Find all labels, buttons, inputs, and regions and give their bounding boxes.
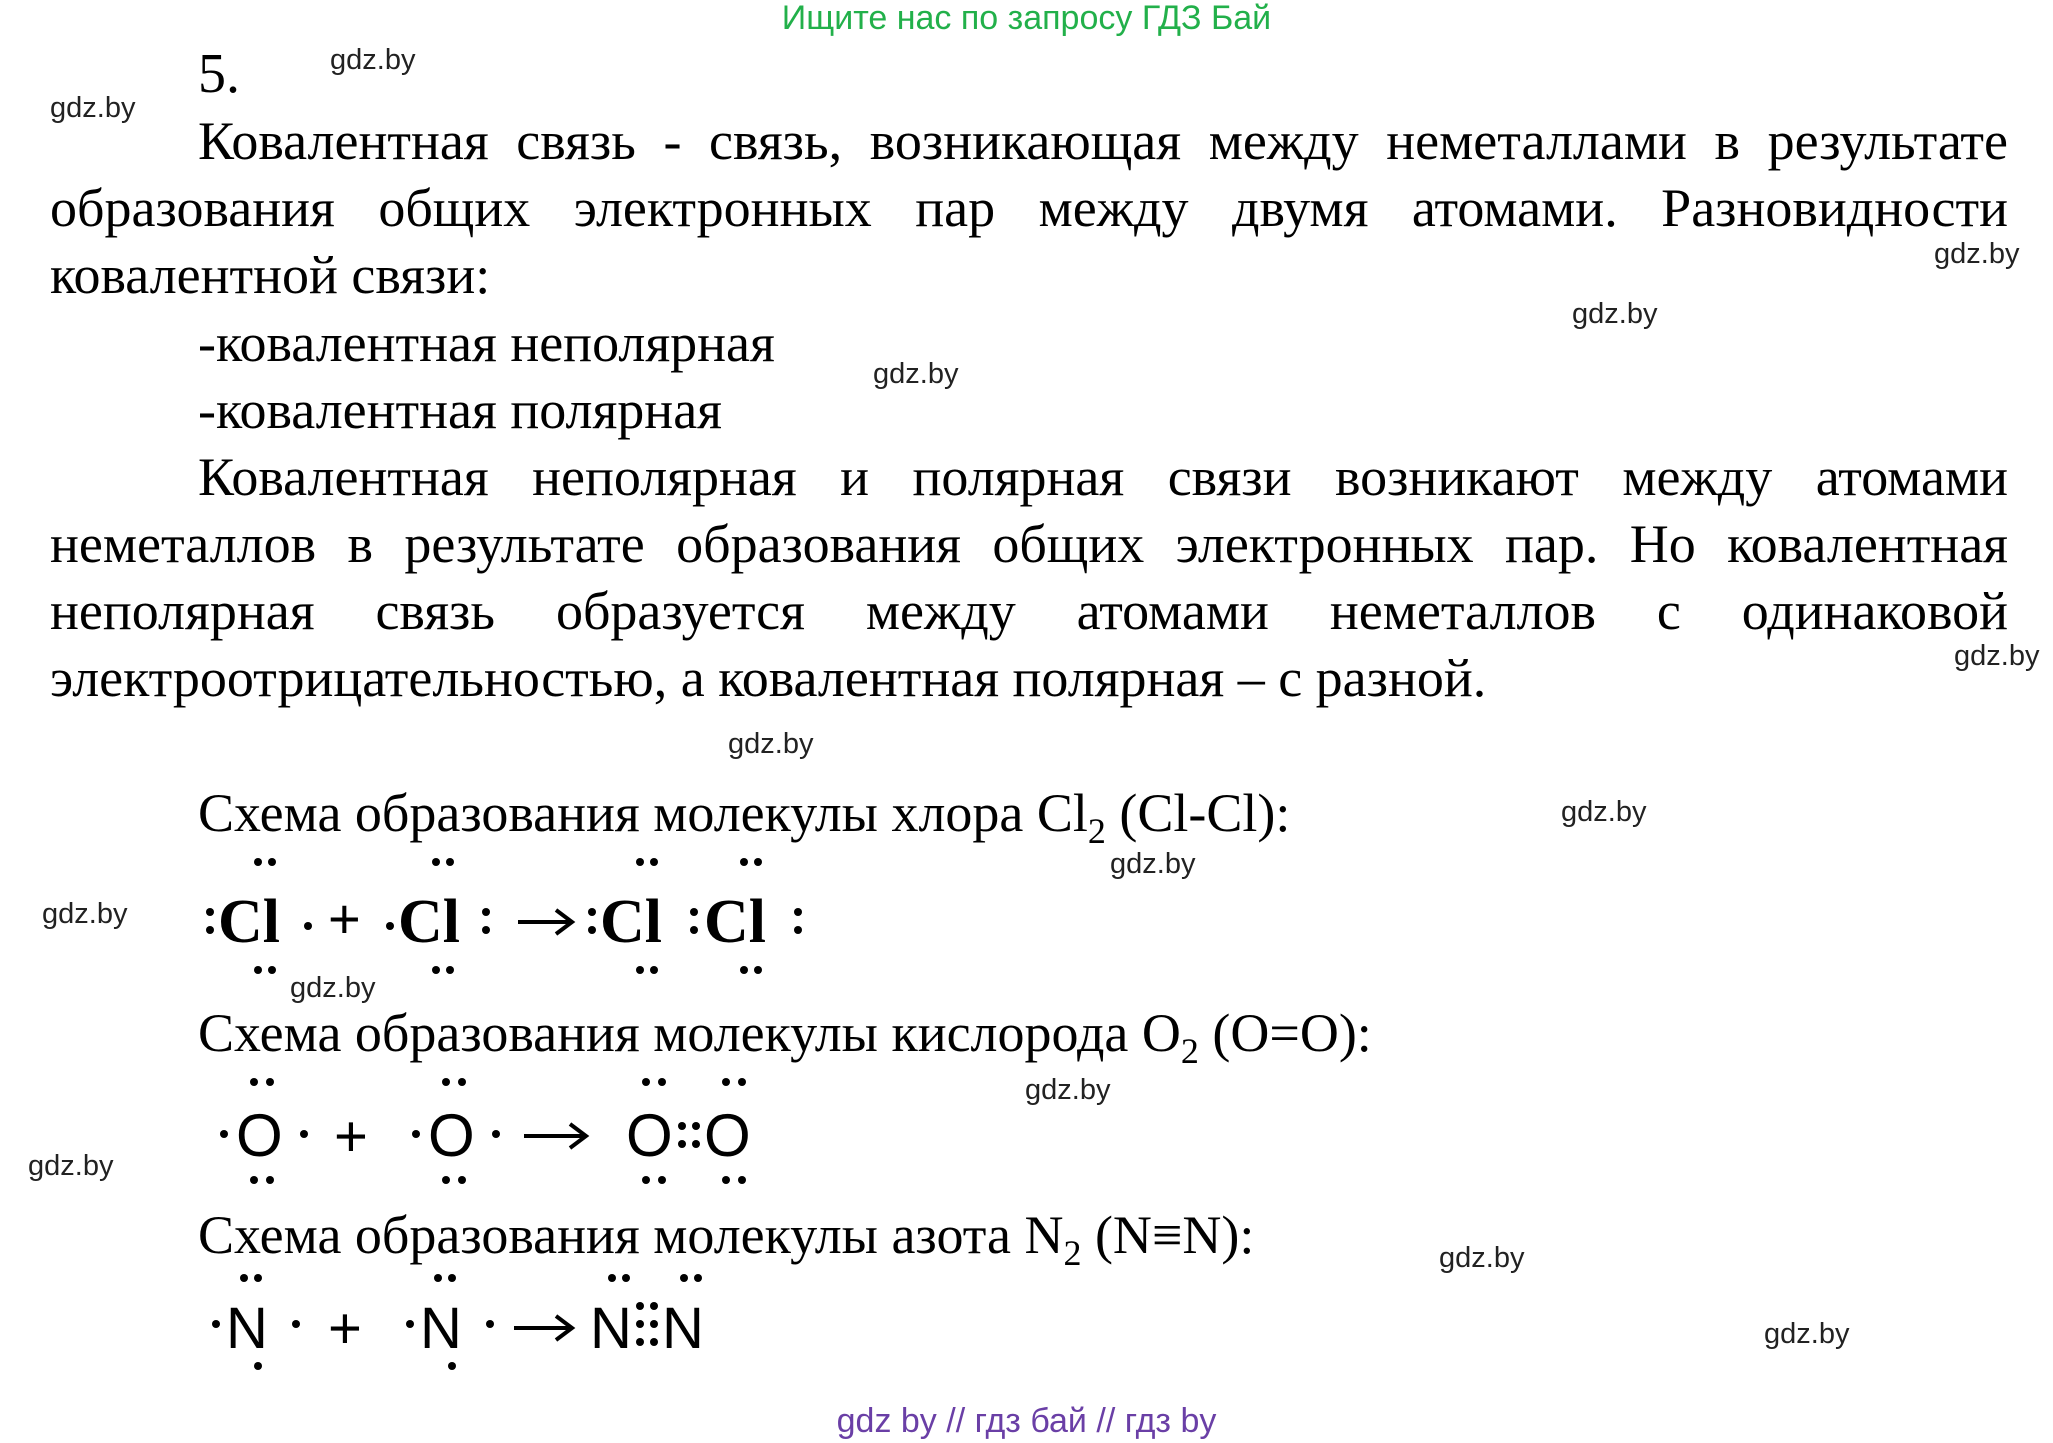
watermark: gdz.by xyxy=(1954,640,2040,672)
watermark: gdz.by xyxy=(873,358,959,390)
element-symbol: N xyxy=(420,1296,462,1361)
element-symbol: Cl xyxy=(600,888,662,956)
lewis-diagram-chlorine xyxy=(200,850,840,980)
watermark: gdz.by xyxy=(1764,1318,1850,1350)
watermark: gdz.by xyxy=(728,728,814,760)
scheme-caption-chlorine: Схема образования молекулы хлора $Cl_2$ (Cl-Cl): xyxy=(198,783,1291,851)
svg-text:+: + xyxy=(334,1104,368,1169)
lewis-diagram-nitrogen xyxy=(200,1272,760,1372)
svg-text:+: + xyxy=(328,1296,362,1361)
element-symbol: Cl xyxy=(398,888,460,956)
lewis-diagram-oxygen xyxy=(200,1070,820,1190)
top-banner[interactable]: Ищите нас по запросу ГДЗ Бай xyxy=(781,0,1272,37)
element-symbol: O xyxy=(428,1102,475,1169)
watermark: gdz.by xyxy=(50,92,136,124)
watermark: gdz.by xyxy=(42,898,128,930)
footer-links[interactable]: gdz by // гдз бай // гдз by xyxy=(836,1402,1217,1440)
element-symbol: O xyxy=(626,1102,673,1169)
scheme-caption-nitrogen: Схема образования молекулы азота $N_2$ (N≡N): xyxy=(198,1205,1255,1273)
element-symbol: N xyxy=(590,1296,632,1361)
element-symbol: O xyxy=(236,1102,283,1169)
element-symbol: N xyxy=(662,1296,704,1361)
element-symbol: O xyxy=(704,1102,751,1169)
watermark: gdz.by xyxy=(1572,298,1658,330)
watermark: gdz.by xyxy=(1110,848,1196,880)
watermark: gdz.by xyxy=(1561,796,1647,828)
task-number: 5. xyxy=(198,43,240,105)
list-item: -ковалентная неполярная xyxy=(198,313,775,373)
watermark: gdz.by xyxy=(1439,1242,1525,1274)
watermark: gdz.by xyxy=(1025,1074,1111,1106)
watermark: gdz.by xyxy=(28,1150,114,1182)
scheme-caption-oxygen: Схема образования молекулы кислорода $O_2$ (O=O): xyxy=(198,1003,1372,1071)
element-symbol: Cl xyxy=(704,888,766,956)
watermark: gdz.by xyxy=(1934,238,2020,270)
watermark: gdz.by xyxy=(290,972,376,1004)
list-item: -ковалентная полярная xyxy=(198,380,722,440)
paragraph-comparison: Ковалентная неполярная и полярная связи возникают между атомами неметаллов в результате образования общих электронных пар. Но ковалентная неполярная связь образуется между атомами неметаллов с одинаковой электроотрицательностью, а ковалентная полярная – с разной. xyxy=(50,447,2008,708)
element-symbol: Cl xyxy=(218,888,280,956)
paragraph-definition: Ковалентная связь - связь, возникающая между неметаллами в результате образования общих электронных пар между двумя атомами. Разновидности ковалентной связи: xyxy=(50,111,2008,305)
element-symbol: N xyxy=(226,1296,268,1361)
watermark: gdz.by xyxy=(330,44,416,76)
svg-text:+: + xyxy=(328,887,361,950)
